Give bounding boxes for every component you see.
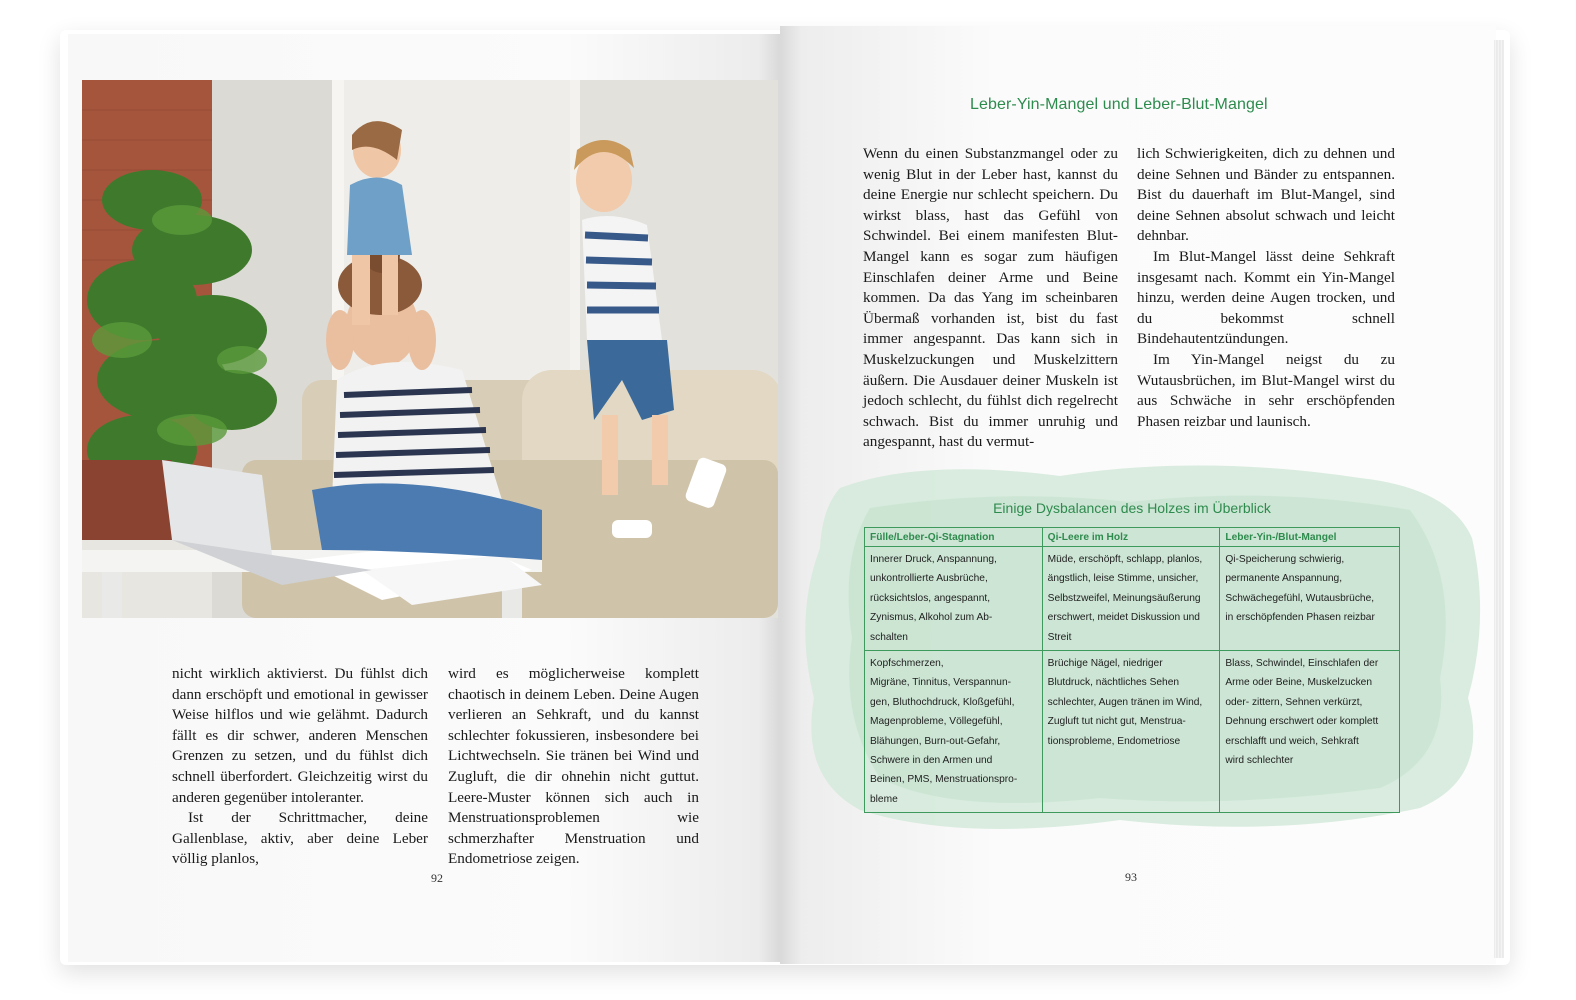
cell-text: Innerer Druck, Anspannung, unkontrollierte Ausbrüche, rücksichtslos, angespannt, Zynismus, Alkohol zum Ab- schalten	[870, 554, 997, 643]
page-number-right: 93	[1125, 870, 1137, 884]
paragraph: Ist der Schrittmacher, deine Gallenblase, aktiv, aber deine Leber völlig planlos,	[172, 809, 428, 868]
right-page-column-1	[863, 144, 1118, 453]
paragraph: nicht wirklich aktivierst. Du fühlst dich dann erschöpft und emotional in gewisser Weise hilflos und wie gelähmt. Dadurch fällt es dir schwer, anderen Menschen Grenzen zu setzen, und du fühlst dich schnell überfordert. Gleichzeitig wirst du anderen gegenüber intoleranter.	[172, 665, 428, 806]
cell-text: Kopfschmerzen, Migräne, Tinnitus, Verspannun- gen, Bluthochdruck, Kloßgefühl, Magenprobleme, Völlegefühl, Blähungen, Burn-out-Gefahr, Schwere in den Armen und Beinen, PMS, Menstruationspro- bleme	[870, 658, 1018, 805]
table-title: Einige Dysbalancen des Holzes im Überblick	[993, 500, 1271, 516]
page-number-left: 92	[431, 871, 443, 885]
paragraph: lich Schwierigkeiten, dich zu dehnen und deine Sehnen und Bänder zu entspannen. Bist du dauerhaft im Blut-Mangel, sind deine Sehnen absolut schwach und leicht dehnbar.	[1137, 145, 1395, 245]
cell-text: Müde, erschöpft, schlapp, planlos, ängstlich, leise Stimme, unsicher, Selbstzweifel, Meinungsäußerung erschwert, meidet Diskussion und Streit	[1047, 554, 1203, 643]
paragraph: Im Blut-Mangel lässt deine Sehkraft insgesamt nach. Kommt ein Yin-Mangel hinzu, werden deine Augen trocken, und du bekommst schnell Bindehautentzündungen.	[1137, 247, 1395, 348]
paragraph: wird es möglicherweise komplett chaotisch in deinem Leben. Deine Augen verlieren an Sehkraft, und du kannst schlechter fokussieren, insbesondere bei Lichtwechseln. Sie tränen bei Wind und Zugluft, die dir ohnehin nicht guttut. Leere-Muster können sich auch in Menstruationsproblemen wie schmerzhafter Menstruation und Endometriose zeigen.	[448, 665, 699, 868]
table-cell	[1042, 651, 1220, 813]
table-header-row	[865, 528, 1400, 547]
chapter-title: Leber-Yin-Mangel und Leber-Blut-Mangel	[970, 96, 1268, 113]
paragraph: Wenn du einen Substanzmangel oder zu wenig Blut in der Leber hast, kannst du deine Energie nur schlecht speichern. Du wirkst blass, hast das Gefühl von Schwindel. Bei einem manifesten Blut-Mangel kann es sogar zum häufigen Einschlafen deiner Arme und Beine kommen. Da das Yang im scheinbaren Übermaß vorhanden ist, bist du fast immer angespannt. Das kann sich in Muskelzuckungen und Muskelzittern äußern. Die Ausdauer deiner Muskeln ist jedoch schlecht, du fühlst dich regelrecht schwach. Bist du immer unruhig und angespannt, hast du vermut-	[863, 145, 1118, 451]
page-photo	[82, 80, 778, 618]
table-cell	[1220, 547, 1400, 651]
paragraph: Im Yin-Mangel neigst du zu Wutausbrüchen, im Blut-Mangel wirst du aus Schwäche in sehr erschöpfenden Phasen reizbar und launisch.	[1137, 350, 1395, 430]
column-header: Fülle/Leber-Qi-Stagnation	[865, 528, 1043, 547]
table-cell	[1220, 651, 1400, 813]
cell-text: Blass, Schwindel, Einschlafen der Arme oder Beine, Muskelzucken oder- zittern, Sehnen verkürzt, Dehnung erschwert oder komplett erschlafft und weich, Sehkraft wird schlechter	[1225, 658, 1379, 767]
table-cell	[865, 651, 1043, 813]
left-page-column-2	[448, 664, 699, 870]
right-page-column-2	[1137, 144, 1395, 432]
table-row	[865, 547, 1400, 651]
table-cell	[1042, 547, 1220, 651]
left-page-column-1	[172, 664, 428, 870]
cell-text: Qi-Speicherung schwierig, permanente Anspannung, Schwächegefühl, Wutausbrüche, in erschöpfenden Phasen reizbar	[1225, 554, 1375, 624]
column-header: Leber-Yin-/Blut-Mangel	[1220, 528, 1400, 547]
page-edge	[1494, 40, 1504, 958]
column-header: Qi-Leere im Holz	[1042, 528, 1220, 547]
table-cell	[865, 547, 1043, 651]
table-row	[865, 651, 1400, 813]
dysbalance-table	[864, 527, 1400, 813]
cell-text: Brüchige Nägel, niedriger Blutdruck, nächtliches Sehen schlechter, Augen tränen im Wind, Zugluft tut nicht gut, Menstrua- tionsprobleme, Endometriose	[1047, 658, 1203, 747]
